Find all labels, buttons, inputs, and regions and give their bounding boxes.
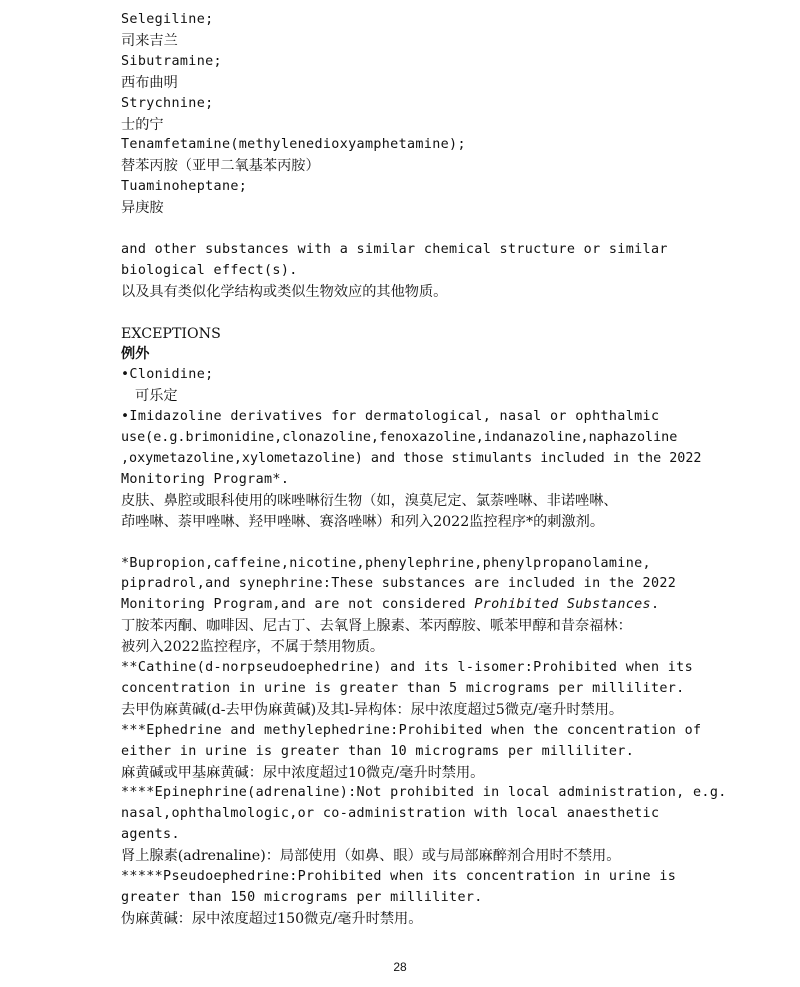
substance-cn-selegiline: 司来吉兰 [121,32,178,49]
clonidine-cn: 可乐定 [135,388,178,405]
substance-en-tenamfetamine: Tenamfetamine(methylenedioxyamphetamine); [121,137,466,153]
substance-en-sibutramine: Sibutramine; [121,53,222,69]
bupropion-note-en-line-1: *Bupropion,caffeine,nicotine,phenylephrine,phenylpropanolamine, [121,555,651,571]
cathine-note-cn: 去甲伪麻黄碱(d-去甲伪麻黄碱)及其l-异构体：尿中浓度超过5微克/毫升时禁用。 [121,701,624,718]
pseudoephedrine-note-en-line-2: greater than 150 micrograms per milliliter. [121,890,483,906]
bupropion-note-en-period: . [650,597,660,613]
bupropion-note-en-text: Monitoring Program,and are not considered [121,597,475,613]
ephedrine-note-en-line-1: ***Ephedrine and methylephedrine:Prohibited when the concentration of [121,722,702,738]
spacer [121,303,691,324]
imidazoline-en-line-1: •Imidazoline derivatives for dermatological, nasal or ophthalmic [121,409,660,425]
pseudoephedrine-note-en-line-1: *****Pseudoephedrine:Prohibited when its concentration in urine is [121,869,677,885]
substance-en-tuaminoheptane: Tuaminoheptane; [121,179,248,195]
other-substances-en-line-1: and other substances with a similar chemical structure or similar [121,241,668,257]
epinephrine-note-cn: 肾上腺素(adrenaline)：局部使用（如鼻、眼）或与局部麻醉剂合用时不禁用。 [121,848,621,865]
cathine-note-en-line-2: concentration in urine is greater than 5 micrograms per milliliter. [121,680,685,696]
pseudoephedrine-note-cn: 伪麻黄碱：尿中浓度超过150微克/毫升时禁用。 [121,910,423,927]
page-number: 28 [393,960,407,974]
imidazoline-cn-line-1: 皮肤、鼻腔或眼科使用的咪唑啉衍生物（如，溴莫尼定、氯萘唑啉、非诺唑啉、 [121,492,618,509]
bupropion-note-en-line-3 [121,595,691,616]
imidazoline-en-line-3: ,oxymetazoline,xylometazoline) and those stimulants included in the 2022 [121,451,702,466]
clonidine-en: •Clonidine; [121,367,214,383]
other-substances-en-line-2: biological effect(s). [121,262,298,278]
prohibited-substances-italic: Prohibited Substances [474,597,651,613]
substance-cn-tuaminoheptane: 异庚胺 [121,200,164,217]
ephedrine-note-en-line-2: either in urine is greater than 10 micrograms per milliliter. [121,743,635,759]
bupropion-note-en-line-2: pipradrol,and synephrine:These substances are included in the 2022 [121,576,677,592]
epinephrine-note-en-line-2: nasal,ophthalmologic,or co-administration with local anaesthetic [121,806,660,822]
imidazoline-en-line-2: use(e.g.brimonidine,clonazoline,fenoxazoline,indanazoline,naphazoline [121,430,678,446]
epinephrine-note-en-line-3: agents. [121,827,180,843]
exceptions-heading-cn: 例外 [121,346,150,363]
page-body [121,10,727,930]
epinephrine-note-en-line-1: ****Epinephrine(adrenaline):Not prohibited in local administration, e.g. [121,785,727,801]
other-substances-cn: 以及具有类似化学结构或类似生物效应的其他物质。 [121,283,448,300]
bupropion-note-cn-line-2: 被列入2022监控程序，不属于禁用物质。 [121,639,385,656]
substance-cn-strychnine: 士的宁 [121,116,164,133]
spacer [121,219,691,240]
substance-cn-sibutramine: 西布曲明 [121,74,178,91]
imidazoline-en-line-4: Monitoring Program*. [121,471,290,487]
ephedrine-note-cn: 麻黄碱或甲基麻黄碱：尿中浓度超过10微克/毫升时禁用。 [121,764,485,781]
substance-cn-tenamfetamine: 替苯丙胺（亚甲二氧基苯丙胺） [121,158,320,175]
exceptions-heading-en: EXCEPTIONS [121,325,221,342]
bupropion-note-cn-line-1: 丁胺苯丙酮、咖啡因、尼古丁、去氧肾上腺素、苯丙醇胺、哌苯甲醇和昔奈福林： [121,618,632,635]
substance-en-strychnine: Strychnine; [121,95,214,111]
substance-en-selegiline: Selegiline; [121,12,214,27]
spacer [121,533,691,554]
cathine-note-en-line-1: **Cathine(d-norpseudoephedrine) and its l-isomer:Prohibited when its [121,660,694,676]
imidazoline-cn-line-2: 茚唑啉、萘甲唑啉、羟甲唑啉、赛洛唑啉）和列入2022监控程序*的刺激剂。 [121,513,605,530]
